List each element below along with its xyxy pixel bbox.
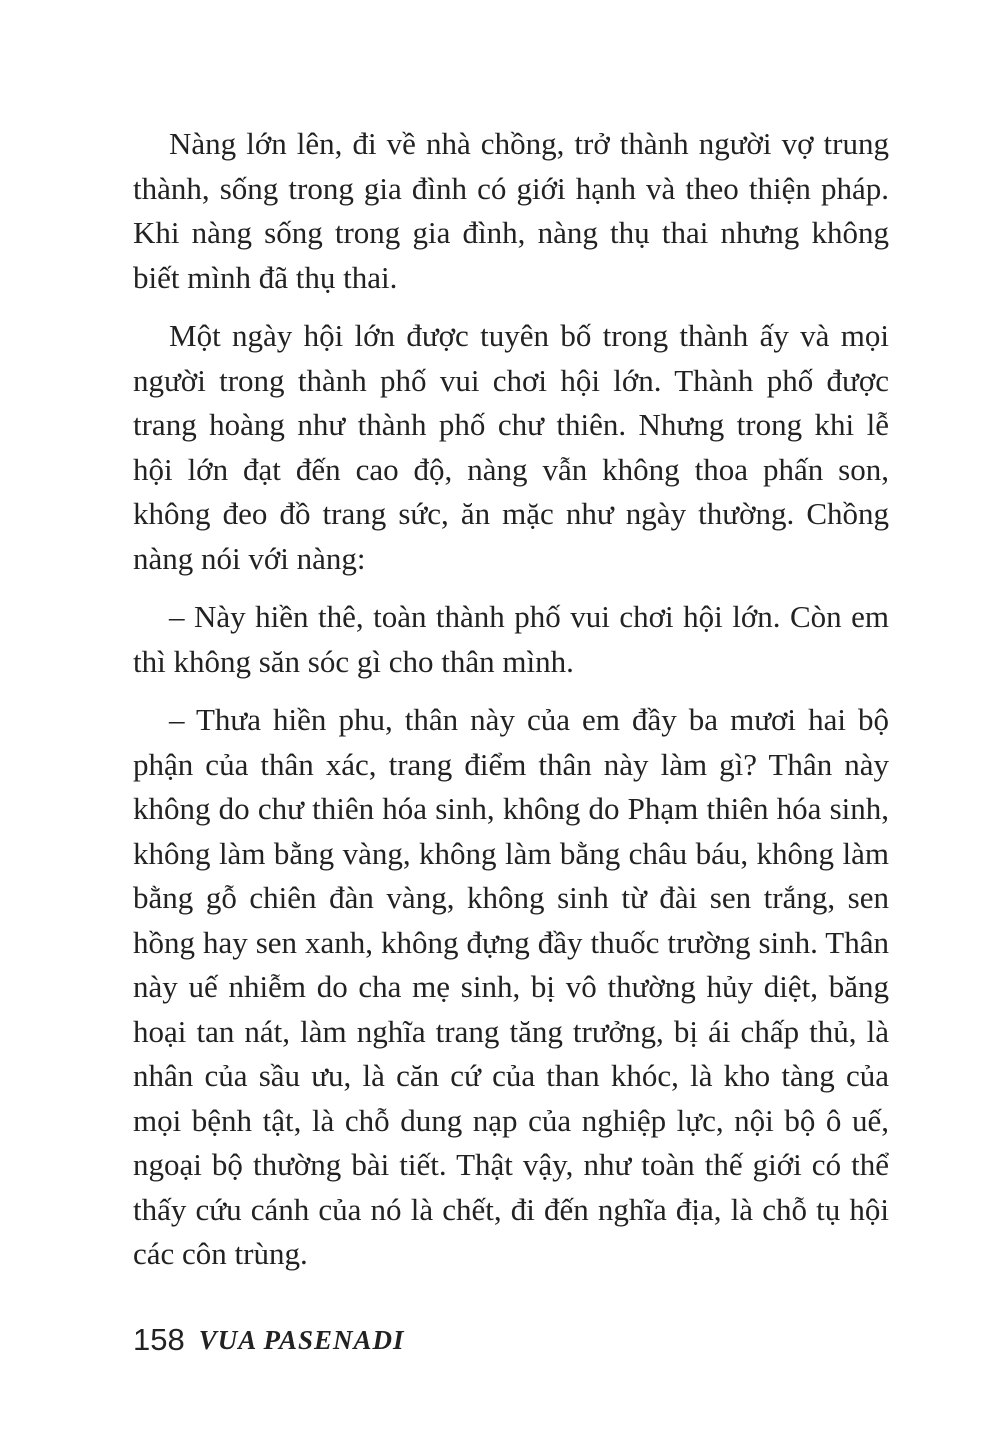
- paragraph-1: Nàng lớn lên, đi về nhà chồng, trở thành người vợ trung thành, sống trong gia đình có giới hạnh và theo thiện pháp. Khi nàng sống trong gia đình, nàng thụ thai nhưng không biết mình đã thụ thai.: [133, 126, 889, 295]
- page-number: 158: [133, 1322, 185, 1357]
- paragraph-2: Một ngày hội lớn được tuyên bố trong thành ấy và mọi người trong thành phố vui chơi hội lớn. Thành phố được trang hoàng như thành phố chư thiên. Nhưng trong khi lễ hội lớn đạt đến cao độ, nàng vẫn không thoa phấn son, không đeo đồ trang sức, ăn mặc như ngày thường. Chồng nàng nói với nàng:: [133, 318, 889, 576]
- page-body: [133, 122, 889, 1291]
- paragraph-4: – Thưa hiền phu, thân này của em đầy ba mươi hai bộ phận của thân xác, trang điểm thân này làm gì? Thân này không do chư thiên hóa sinh, không do Phạm thiên hóa sinh, không làm bằng vàng, không làm bằng châu báu, không làm bằng gỗ chiên đàn vàng, không sinh từ đài sen trắng, sen hồng hay sen xanh, không đựng đầy thuốc trường sinh. Thân này uế nhiễm do cha mẹ sinh, bị vô thường hủy diệt, băng hoại tan nát, làm nghĩa trang tăng trưởng, bị ái chấp thủ, là nhân của sầu ưu, là căn cứ của than khóc, là kho tàng của mọi bệnh tật, là chỗ dung nạp của nghiệp lực, nội bộ ô uế, ngoại bộ thường bài tiết. Thật vậy, như toàn thế giới có thể thấy cứu cánh của nó là chết, đi đến nghĩa địa, là chỗ tụ hội các côn trùng.: [133, 702, 889, 1271]
- page-footer: [133, 1320, 405, 1360]
- running-title: VUA PASENADI: [198, 1324, 405, 1355]
- paragraph-3: – Này hiền thê, toàn thành phố vui chơi hội lớn. Còn em thì không săn sóc gì cho thân mình.: [133, 599, 889, 679]
